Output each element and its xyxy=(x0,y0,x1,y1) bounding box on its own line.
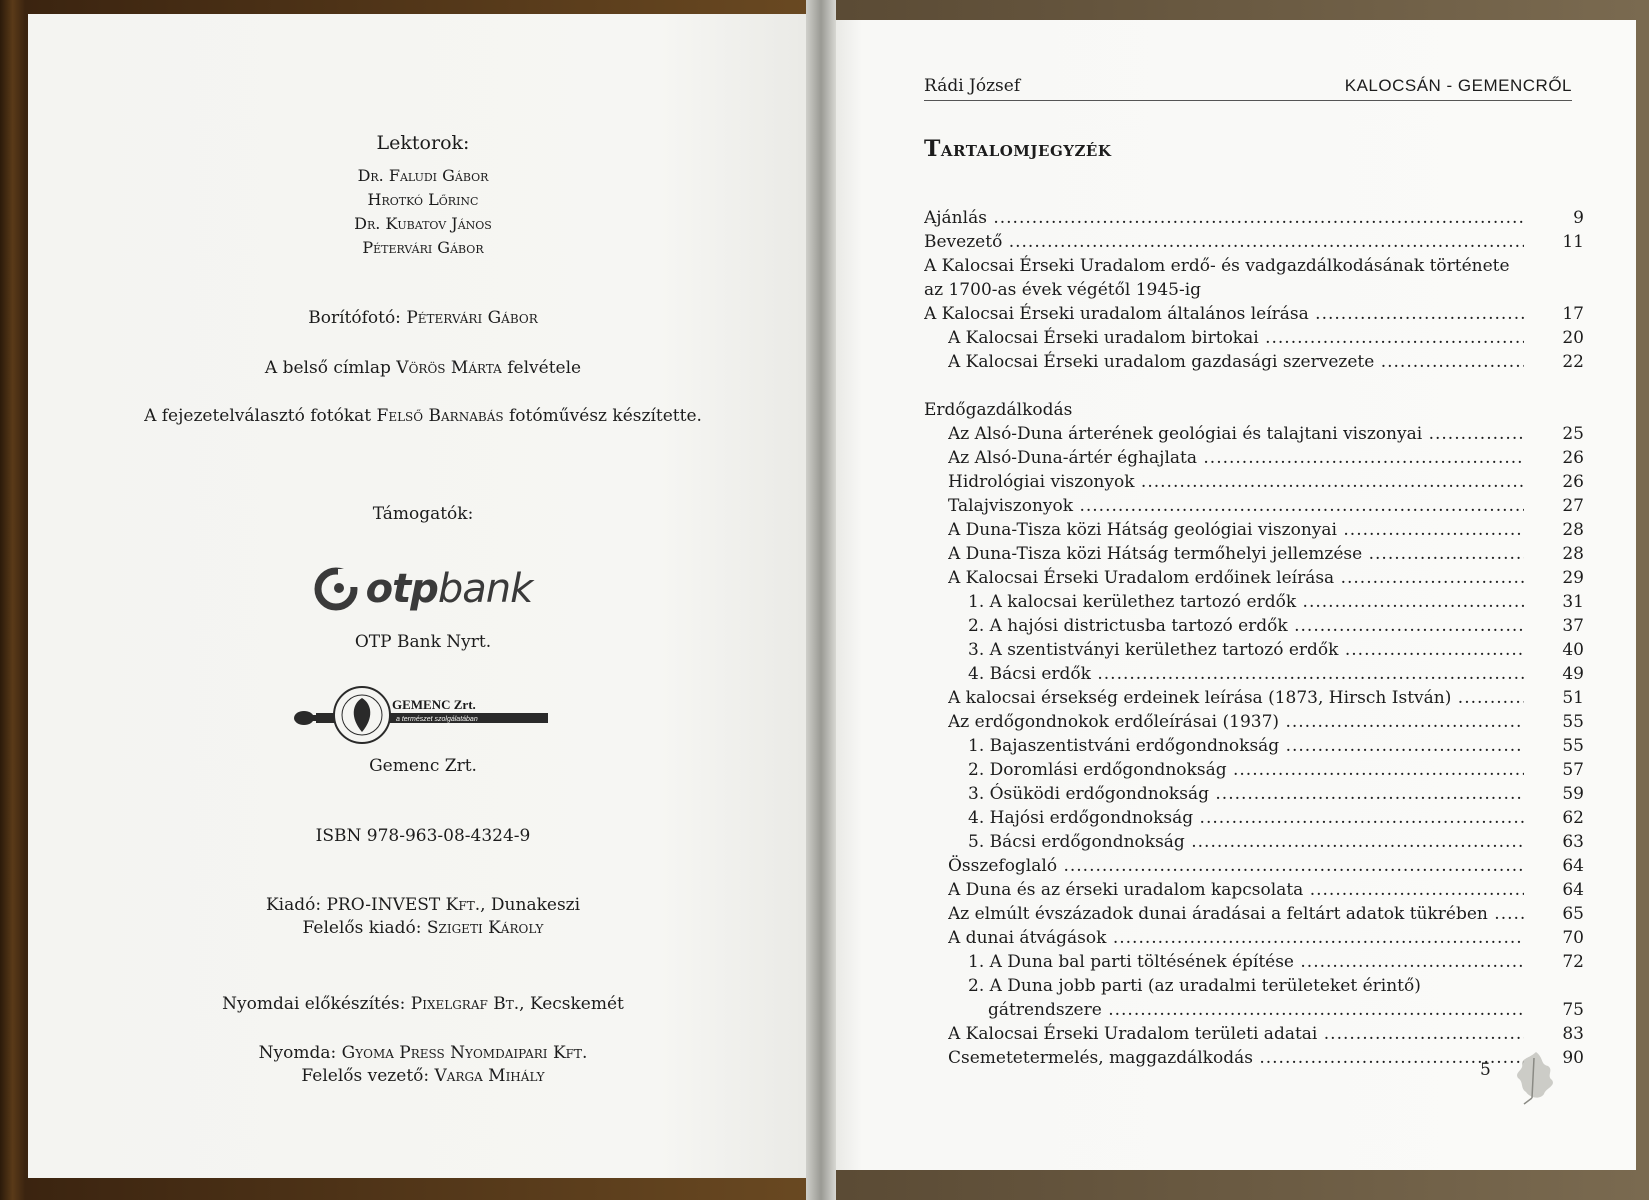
toc-entry xyxy=(924,590,1584,614)
toc-entry xyxy=(924,446,1584,470)
running-head-title: KALOCSÁN - GEMENCRŐL xyxy=(1344,76,1572,95)
toc-entry-page: 83 xyxy=(1562,1024,1584,1044)
toc-entry-label: Az erdőgondnokok erdőleírásai (1937) ..... xyxy=(948,710,1524,734)
lektor-name: Dr. Faludi Gábor xyxy=(357,166,489,185)
toc-entry xyxy=(924,518,1584,542)
toc-entry xyxy=(924,734,1584,758)
toc-entry-page: 49 xyxy=(1562,664,1584,684)
toc-entry-page: 31 xyxy=(1562,592,1584,612)
fejezet-prefix: A fejezetelválasztó fotókat xyxy=(144,406,372,426)
toc-entry-label: A Kalocsai Érseki uradalom birtokai ..... xyxy=(948,326,1524,350)
gemenc-name: Gemenc Zrt. xyxy=(369,756,477,776)
toc-entry-page: 65 xyxy=(1562,904,1584,924)
toc-entry-label: A Duna-Tisza közi Hátság geológiai viszonyai ..... xyxy=(948,518,1524,542)
toc-entry-label: Az Alsó-Duna-ártér éghajlata ..... xyxy=(948,446,1524,470)
toc-entry-label: Talajviszonyok ..... xyxy=(948,494,1524,518)
toc-entry-label: gátrendszere ..... xyxy=(988,998,1524,1022)
toc-entry-label: 2. Doromlási erdőgondnokság ..... xyxy=(968,758,1524,782)
toc-entry-page: 26 xyxy=(1562,472,1584,492)
toc-entry xyxy=(924,974,1584,998)
toc-entry xyxy=(924,662,1584,686)
toc-entry-label: A dunai átvágások ..... xyxy=(948,926,1524,950)
fejezet-suffix: fotóművész készítette. xyxy=(509,406,702,426)
toc-entry-label: 1. A kalocsai kerülethez tartozó erdők ..... xyxy=(968,590,1524,614)
toc-entry-label: A Duna és az érseki uradalom kapcsolata ..... xyxy=(948,878,1524,902)
otp-bank-name: OTP Bank Nyrt. xyxy=(354,632,492,652)
boritofoto-credit xyxy=(28,308,818,328)
toc-entry-page: 70 xyxy=(1562,928,1584,948)
toc-entry-label: 4. Bácsi erdők ..... xyxy=(968,662,1524,686)
toc-entry-page: 51 xyxy=(1562,688,1584,708)
toc-entry-page: 28 xyxy=(1562,520,1584,540)
toc-entry-page: 17 xyxy=(1562,304,1584,324)
table-of-contents xyxy=(924,206,1584,1070)
toc-entry-label: Ajánlás ..... xyxy=(924,206,1524,230)
toc-entry xyxy=(924,206,1584,230)
toc-entry xyxy=(924,566,1584,590)
lektorok-heading: Lektorok: xyxy=(376,132,470,154)
isbn: ISBN 978-963-08-4324-9 xyxy=(315,826,531,846)
left-page-content xyxy=(28,14,818,1178)
toc-entry xyxy=(924,1022,1584,1046)
page-number: 5 xyxy=(1480,1060,1491,1080)
toc-entry-page: 57 xyxy=(1562,760,1584,780)
toc-entry-label: A Kalocsai Érseki Uradalom erdő- és vadgazdálkodásának története xyxy=(924,256,1510,276)
otp-symbol-icon xyxy=(314,567,358,611)
otp-bank-logo xyxy=(28,562,818,616)
nyomda-line: Nyomda: Gyoma Press Nyomdaipari Kft. xyxy=(258,1043,588,1063)
toc-entry-label: Erdőgazdálkodás xyxy=(924,400,1073,420)
toc-entry-label: A Kalocsai Érseki uradalom gazdasági szervezete ..... xyxy=(948,350,1524,374)
boritofoto-name: Pétervári Gábor xyxy=(406,308,538,328)
toc-entry-label: 2. A hajósi districtusba tartozó erdők ..... xyxy=(968,614,1524,638)
toc-entry-label: Összefoglaló ..... xyxy=(948,854,1524,878)
toc-entry xyxy=(924,470,1584,494)
toc-entry-page: 55 xyxy=(1562,712,1584,732)
toc-entry xyxy=(924,422,1584,446)
toc-entry xyxy=(924,998,1584,1022)
kiado-line: Kiadó: PRO-INVEST Kft., Dunakeszi xyxy=(265,895,581,915)
gemenc-logo xyxy=(28,684,818,746)
toc-entry-page: 20 xyxy=(1562,328,1584,348)
toc-entry-page: 40 xyxy=(1562,640,1584,660)
toc-entry-page: 29 xyxy=(1562,568,1584,588)
toc-entry-page: 64 xyxy=(1562,880,1584,900)
toc-entry-label: 1. A Duna bal parti töltésének építése ..... xyxy=(968,950,1524,974)
toc-entry xyxy=(924,926,1584,950)
toc-entry xyxy=(924,278,1584,302)
toc-entry-page: 37 xyxy=(1562,616,1584,636)
toc-entry-label: A Kalocsai Érseki Uradalom erdőinek leírása ..... xyxy=(948,566,1524,590)
toc-entry-label: 2. A Duna jobb parti (az uradalmi területeket érintő) xyxy=(968,976,1421,996)
toc-entry-label: A Duna-Tisza közi Hátság termőhelyi jellemzése ..... xyxy=(948,542,1524,566)
felelos-kiado-line: Felelős kiadó: Szigeti Károly xyxy=(302,918,544,938)
toc-entry-page: 62 xyxy=(1562,808,1584,828)
gemenc-logo-text: GEMENC Zrt. xyxy=(392,697,476,712)
lektor-name: Pétervári Gábor xyxy=(362,238,484,257)
toc-entry-label: 4. Hajósi erdőgondnokság ..... xyxy=(968,806,1524,830)
toc-entry xyxy=(924,350,1584,374)
toc-entry-label: A Kalocsai Érseki Uradalom területi adatai ..... xyxy=(948,1022,1524,1046)
belso-cimlap-credit xyxy=(28,358,818,378)
toc-entry-page: 25 xyxy=(1562,424,1584,444)
toc-entry xyxy=(924,638,1584,662)
running-head-author: Rádi József xyxy=(924,76,1021,96)
toc-entry-label: A kalocsai érsekség erdeinek leírása (1873, Hirsch István) ..... xyxy=(948,686,1524,710)
toc-entry xyxy=(924,902,1584,926)
lektor-name: Hrotkó Lőrinc xyxy=(367,190,479,209)
toc-spacer xyxy=(924,374,1584,398)
gemenc-logo-tagline: a természet szolgálatában xyxy=(396,716,478,723)
toc-entry xyxy=(924,758,1584,782)
felelos-vezeto-line: Felelős vezető: Varga Mihály xyxy=(301,1066,545,1086)
lektorok-list xyxy=(28,164,818,260)
toc-entry xyxy=(924,830,1584,854)
toc-entry-page: 22 xyxy=(1562,352,1584,372)
toc-entry-page: 63 xyxy=(1562,832,1584,852)
toc-entry-label: 3. Ósüködi erdőgondnokság ..... xyxy=(968,782,1524,806)
boritofoto-label: Borítófotó: xyxy=(308,308,401,328)
kiado-block xyxy=(28,894,818,940)
fejezet-credit xyxy=(28,406,818,426)
lektor-name: Dr. Kubatov János xyxy=(354,214,492,233)
toc-entry-label: 3. A szentistványi kerülethez tartozó erdők ..... xyxy=(968,638,1524,662)
toc-entry-label: 5. Bácsi erdőgondnokság ..... xyxy=(968,830,1524,854)
toc-entry-page: 55 xyxy=(1562,736,1584,756)
toc-entry-label: az 1700-as évek végétől 1945-ig xyxy=(924,280,1202,300)
belso-suffix: felvétele xyxy=(507,358,582,378)
running-head xyxy=(924,72,1572,101)
toc-entry-label: Hidrológiai viszonyok ..... xyxy=(948,470,1524,494)
otp-wordmark: otpbank xyxy=(365,566,533,612)
nyomdai-elokeszites: Nyomdai előkészítés: Pixelgraf Bt., Kecskemét xyxy=(222,994,624,1014)
toc-entry-label: Bevezető ..... xyxy=(924,230,1524,254)
toc-entry xyxy=(924,230,1584,254)
belso-name: Vörös Márta xyxy=(396,358,502,378)
nyomda-block xyxy=(28,1042,818,1088)
toc-entry-page: 75 xyxy=(1562,1000,1584,1020)
toc-entry xyxy=(924,542,1584,566)
toc-entry-page: 59 xyxy=(1562,784,1584,804)
gemenc-emblem-icon xyxy=(288,684,558,746)
toc-entry-page: 26 xyxy=(1562,448,1584,468)
oak-leaf-icon xyxy=(1510,1048,1560,1106)
toc-entry-page: 28 xyxy=(1562,544,1584,564)
toc-entry xyxy=(924,686,1584,710)
toc-entry xyxy=(924,854,1584,878)
toc-entry-label: Az Alsó-Duna árterének geológiai és talajtani viszonyai ..... xyxy=(948,422,1524,446)
toc-entry-page: 64 xyxy=(1562,856,1584,876)
toc-entry xyxy=(924,806,1584,830)
fejezet-name: Felső Barnabás xyxy=(376,406,504,426)
toc-entry xyxy=(924,302,1584,326)
toc-title: Tartalomjegyzék xyxy=(924,136,1112,162)
toc-entry-page: 72 xyxy=(1562,952,1584,972)
toc-entry-label: Az elmúlt évszázadok dunai áradásai a feltárt adatok tükrében ..... xyxy=(948,902,1524,926)
toc-entry xyxy=(924,782,1584,806)
toc-entry xyxy=(924,950,1584,974)
right-page-content xyxy=(830,20,1636,1170)
toc-entry xyxy=(924,398,1584,422)
toc-entry xyxy=(924,710,1584,734)
toc-entry xyxy=(924,326,1584,350)
toc-entry xyxy=(924,494,1584,518)
toc-entry-page: 11 xyxy=(1562,232,1584,252)
toc-entry-page: 90 xyxy=(1562,1048,1584,1068)
toc-entry-label: 1. Bajaszentistváni erdőgondnokság ..... xyxy=(968,734,1524,758)
toc-entry-page: 9 xyxy=(1573,208,1584,228)
toc-entry xyxy=(924,878,1584,902)
toc-entry-label: A Kalocsai Érseki uradalom általános leírása ..... xyxy=(924,302,1524,326)
toc-entry xyxy=(924,254,1584,278)
tamogatok-heading: Támogatók: xyxy=(372,504,474,524)
toc-entry-label: Csemetetermelés, maggazdálkodás ..... xyxy=(948,1046,1524,1070)
toc-entry-page: 27 xyxy=(1562,496,1584,516)
belso-prefix: A belső címlap xyxy=(264,358,391,378)
toc-entry xyxy=(924,614,1584,638)
